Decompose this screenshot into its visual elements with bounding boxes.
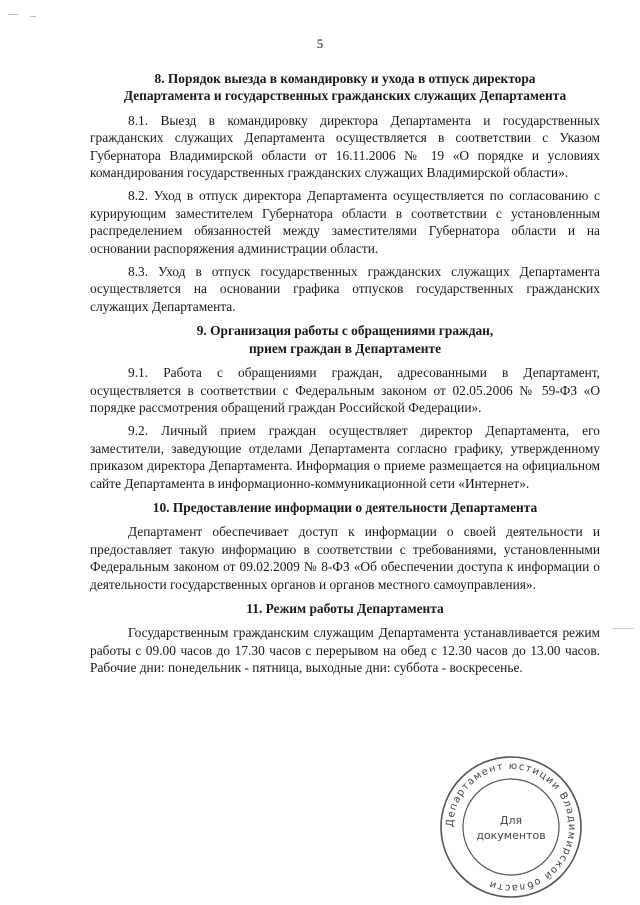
paragraph-8-3: 8.3. Уход в отпуск государственных гражданских служащих Департамента осуществляется на основании графика отпусков государственных гражданских служащих Департамента. — [90, 264, 600, 314]
scan-artifact — [612, 628, 634, 629]
official-stamp — [436, 752, 586, 902]
section-heading-line: 11. Режим работы Департамента — [246, 600, 444, 616]
section-heading-line: Департамента и государственных гражданских служащих Департамента — [123, 88, 567, 104]
section-heading-line: прием граждан в Департаменте — [248, 340, 442, 356]
section-11 — [90, 600, 600, 677]
section-heading-line: 8. Порядок выезда в командировку и ухода в отпуск директора — [154, 71, 536, 86]
scan-artifact — [8, 14, 18, 15]
scan-artifact — [30, 16, 36, 17]
page-number: 5 — [316, 36, 324, 51]
section-heading-line: 10. Предоставление информации о деятельности Департамента — [152, 499, 538, 515]
paragraph-9-2: 9.2. Личный прием граждан осуществляет директор Департамента, его заместители, заведующие отделами Департамента согласно графику, утвержденному приказом директора Департамента. Информация о приеме размещается на официальном сайте Департамента в информационно-коммуникационной сети «Интернет». — [90, 423, 600, 491]
section-10 — [90, 499, 600, 593]
section-heading-line: 9. Организация работы с обращениями граждан, — [196, 323, 494, 339]
stamp-ring-text: Департамент юстиции Владимирской области — [444, 760, 578, 894]
paragraph-11: Государственным гражданским служащим Департамента устанавливается режим работы с 09.00 часов до 17.30 часов с перерывом на обед с 12.30 часов до 13.00 часов. Рабочие дни: понедельник - пятница, выходные дни: суббота - воскресенье. — [90, 625, 600, 676]
stamp-center-line-1: Для — [499, 814, 523, 827]
section-9 — [90, 322, 600, 492]
paragraph-9-1: 9.1. Работа с обращениями граждан, адресованными в Департамент, осуществляется в соответствии с Федеральным законом от 02.05.2006 № 59-ФЗ «О порядке рассмотрения обращений граждан Российской Федерации». — [90, 365, 600, 415]
document-body — [90, 70, 600, 677]
stamp-center-line-2: документов — [476, 829, 546, 842]
paragraph-8-2: 8.2. Уход в отпуск директора Департамента осуществляется по согласованию с курирующим заместителем Губернатора области в соответствии с установленным распределением обязанностей между заместителями Губернатора области и на основании распоряжения администрации области. — [90, 188, 600, 256]
paragraph-10: Департамент обеспечивает доступ к информации о своей деятельности и предоставляет такую информацию в соответствии с требованиями, установленными Федеральным законом от 09.02.2009 № 8-ФЗ «Об обеспечении доступа к информации о деятельности государственных органов и органов местного самоуправления». — [90, 524, 600, 592]
paragraph-8-1: 8.1. Выезд в командировку директора Департамента и государственных гражданских служащих Департамента осуществляется в соответствии с Указом Губернатора Владимирской области от 16.11.2006 № 19 «О порядке и условиях командирования государственных гражданских служащих Владимирской области». — [90, 112, 600, 181]
section-8 — [90, 70, 600, 315]
